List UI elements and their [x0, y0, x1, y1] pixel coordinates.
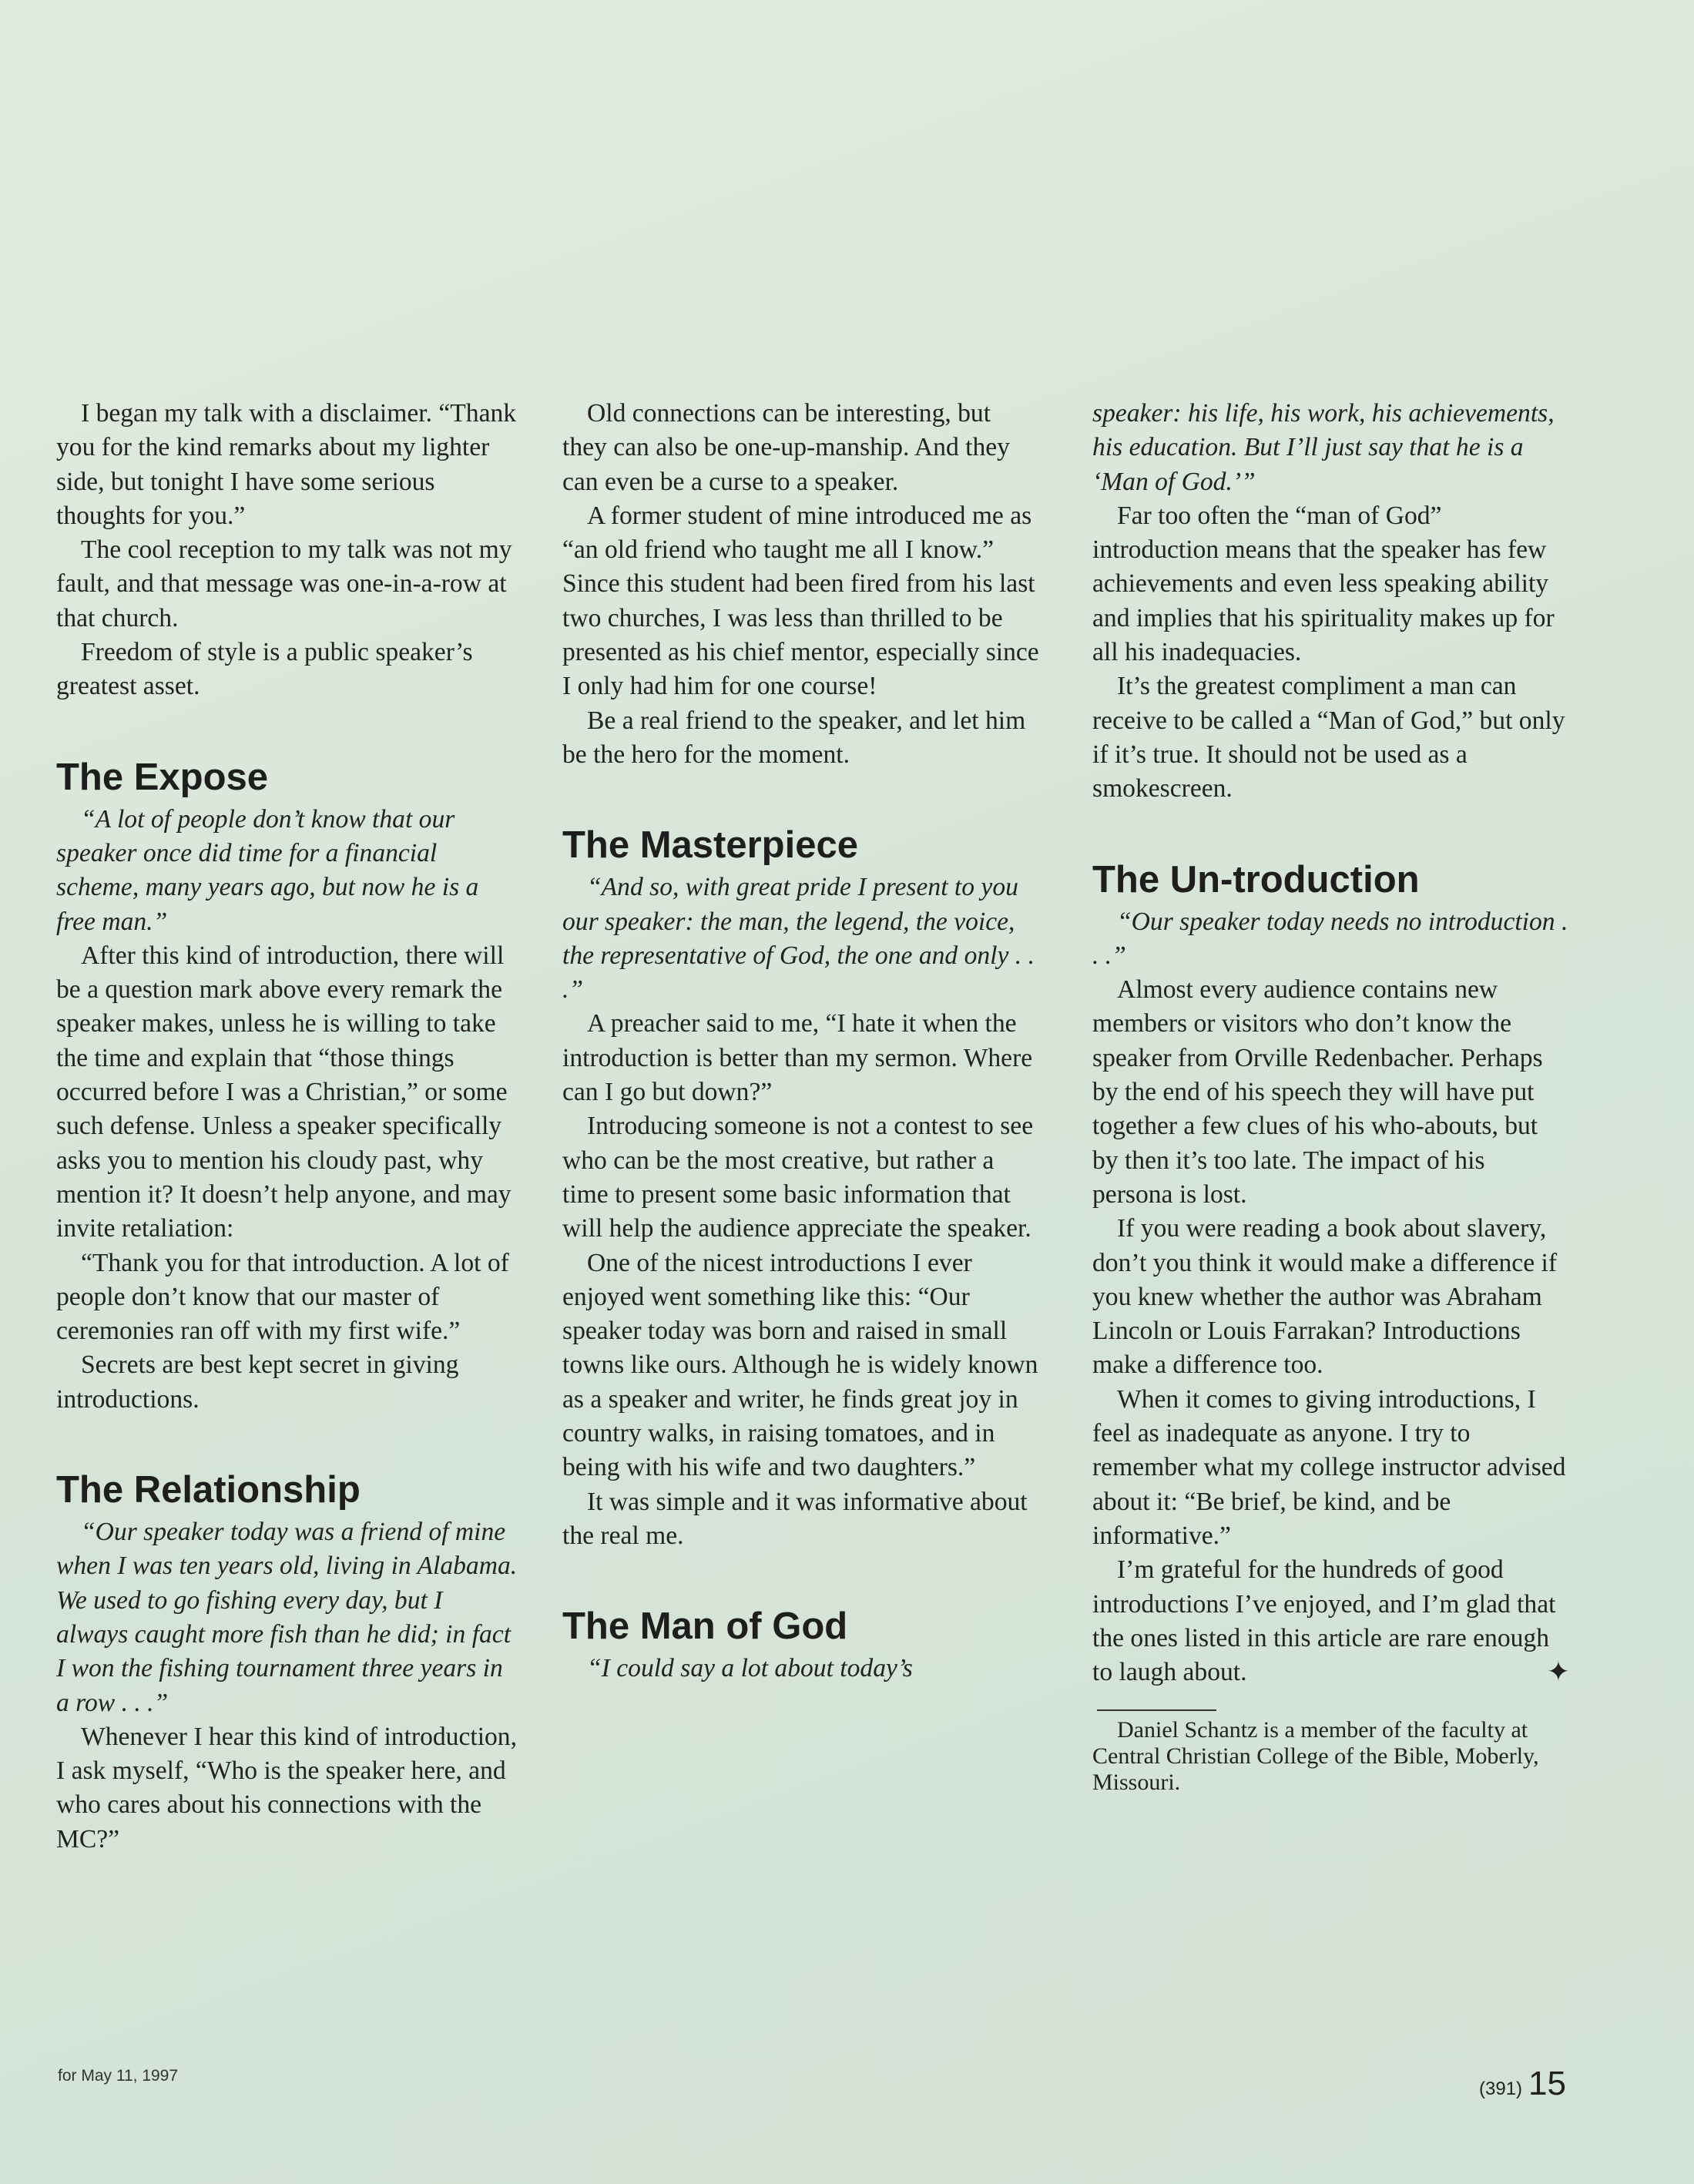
paragraph: Secrets are best kept secret in giving introductions. — [56, 1350, 459, 1414]
paragraph: Freedom of style is a public speaker’s greatest asset. — [56, 638, 473, 701]
paragraph: Far too often the “man of God” introduction means that the speaker has few achievements and even less speaking ability and implies that his spirituality makes up for all his inadequacies. — [1092, 501, 1555, 667]
paragraph: One of the nicest introductions I ever enjoyed went something like this: “Our speaker today was born and raised in small towns like ours. Although he is widely known as a speaker and writer, he finds great joy in country walks, in raising tomatoes, and in being with his wife and two daughters.” — [562, 1248, 1038, 1482]
column-1 — [56, 397, 518, 1857]
paragraph: After this kind of introduction, there will be a question mark above every remark the speaker makes, unless he is willing to take the time and explain that “those things occurred before I was a Christian,” or some such defense. Unless a speaker specifically asks you to mention his cloudy past, why mention it? It doesn’t help anyone, and may invite retaliation: — [56, 941, 512, 1243]
quote-relationship: “Our speaker today was a friend of mine when I was ten years old, living in Alabama. We used to go fishing every day, but I always caught more fish than he did; in fact I won the fishing tournament three years in a row . . .” — [56, 1518, 518, 1717]
author-bio: Daniel Schantz is a member of the faculty at Central Christian College of the Bible, Moberly, Missouri. — [1092, 1717, 1539, 1796]
quote-man-of-god-end: speaker: his life, his work, his achievements, his education. But I’ll just say that he is a ‘Man of God.’” — [1092, 399, 1555, 496]
paragraph: It’s the greatest compliment a man can receive to be called a “Man of God,” but only if it’s true. It should not be used as a smokescreen. — [1092, 672, 1565, 803]
paragraph: I began my talk with a disclaimer. “Thank you for the kind remarks about my lighter side, but tonight I have some serious thoughts for you.” — [56, 399, 517, 530]
paragraph: If you were reading a book about slavery, don’t you think it would make a difference if you knew whether the author was Abraham Lincoln or Louis Farrakan? Introductions make a difference too. — [1092, 1214, 1558, 1380]
section-heading-masterpiece: The Masterpiece — [562, 824, 858, 867]
paragraph: Introducing someone is not a contest to see who can be the most creative, but rather a time to present some basic information that will help the audience appreciate the speaker. — [562, 1112, 1034, 1243]
paragraph: Old connections can be interesting, but they can also be one-up-manship. And they can even be a curse to a speaker. — [562, 399, 1010, 496]
paragraph-text: I’m grateful for the hundreds of good introductions I’ve enjoyed, and I’m glad that the ones listed in this article are rare enough to laugh about. — [1092, 1555, 1556, 1687]
paragraph: A former student of mine introduced me as “an old friend who taught me all I know.” Since this student had been fired from his last two churches, I was less than thrilled to be presented as his chief mentor, especially since I only had him for one course! — [562, 501, 1039, 701]
quote-untroduction: “Our speaker today needs no introduction . . .” — [1092, 907, 1568, 970]
paragraph: Almost every audience contains new members or visitors who don’t know the speaker from Orville Redenbacher. Perhaps by the end of his speech they will have put together a few clues of his who-abouts, but by then it’s too late. The impact of his persona is lost. — [1092, 975, 1543, 1209]
quote-masterpiece: “And so, with great pride I present to you our speaker: the man, the legend, the voice, the representative of God, the one and only . . .” — [562, 873, 1035, 1005]
end-of-article-icon: ✦ — [1546, 1656, 1570, 1689]
paragraph: Be a real friend to the speaker, and let him be the hero for the moment. — [562, 706, 1026, 769]
section-heading-untroduction: The Un-troduction — [1092, 858, 1420, 901]
page-number — [1479, 2065, 1566, 2103]
paragraph: “Thank you for that introduction. A lot of people don’t know that our master of ceremonies ran off with my first wife.” — [56, 1248, 509, 1346]
column-2 — [562, 397, 1040, 1686]
page-number-value: 15 — [1528, 2065, 1566, 2102]
final-paragraph — [1092, 1553, 1570, 1689]
bio-divider — [1097, 1709, 1216, 1711]
column-3 — [1092, 397, 1570, 1796]
quote-expose: “A lot of people don’t know that our speaker once did time for a financial scheme, many years ago, but now he is a free man.” — [56, 804, 479, 936]
section-heading-man-of-god: The Man of God — [562, 1605, 848, 1648]
paragraph: When it comes to giving introductions, I feel as inadequate as anyone. I try to remember what my college instructor advised about it: “Be brief, be kind, and be informative.” — [1092, 1384, 1566, 1550]
section-heading-expose: The Expose — [56, 756, 269, 798]
page-ref: (391) — [1479, 2078, 1523, 2099]
paragraph: It was simple and it was informative about the real me. — [562, 1487, 1028, 1550]
section-heading-relationship: The Relationship — [56, 1469, 361, 1511]
background-ghost-masthead — [1086, 185, 1564, 308]
issue-date: for May 11, 1997 — [58, 2067, 179, 2085]
paragraph: Whenever I hear this kind of introduction, I ask myself, “Who is the speaker here, and who cares about his connections with the MC?” — [56, 1722, 517, 1854]
paragraph: A preacher said to me, “I hate it when the introduction is better than my sermon. Where can I go but down?” — [562, 1009, 1033, 1107]
quote-man-of-god-start: “I could say a lot about today’s — [587, 1654, 913, 1683]
paragraph: The cool reception to my talk was not my fault, and that message was one-in-a-row at that church. — [56, 535, 512, 632]
